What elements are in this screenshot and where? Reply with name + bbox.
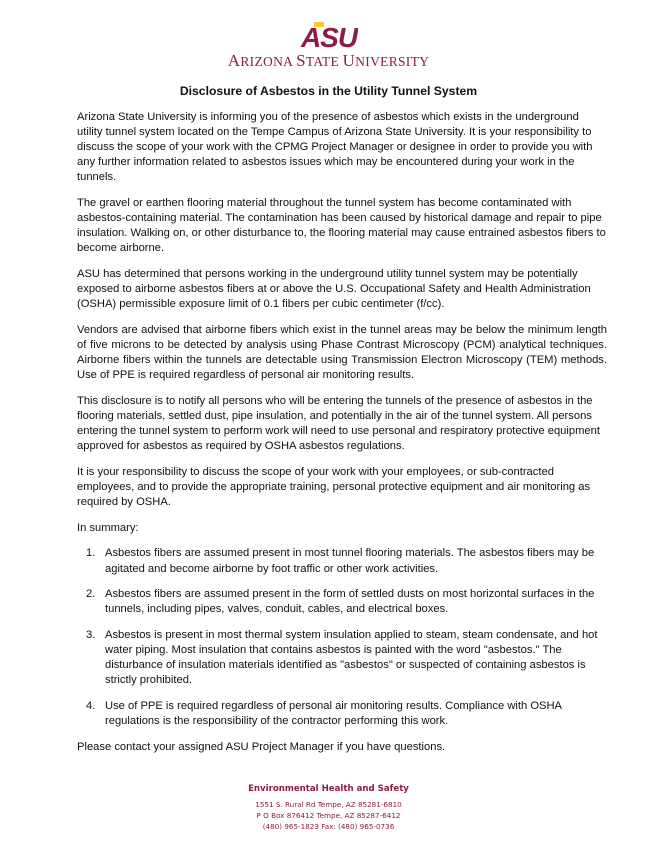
summary-intro: In summary: [77, 521, 139, 534]
phone-fax: (480) 965-1823 Fax: (480) 965-0736 [262, 822, 395, 831]
document-title: Disclosure of Asbestos in the Utility Tunnel System [179, 84, 478, 98]
list-item-text: Asbestos is present in most thermal system insulation applied to steam, steam condensate, and hot water piping. Most insulation that contains asbestos is painted with the word "asbestos." The disturbance of insulation materials identified as "asbestos" or suspected of containing asbestos is strictly prohibited. [105, 628, 598, 687]
university-wordmark: ARIZONA STATE UNIVERSITY [227, 51, 430, 70]
list-item-number: 1. [86, 547, 96, 560]
department-name: Environmental Health and Safety [248, 784, 409, 794]
svg-text:ASU: ASU [300, 22, 357, 50]
list-item [77, 699, 607, 729]
document-body [77, 110, 607, 765]
paragraph: ASU has determined that persons working in the underground utility tunnel system may be potentially exposed to airborne asbestos fibers at or above the U.S. Occupational Safety and Health Administration (OSHA) permissible exposure limit of 0.1 fibers per cubic centimeter (f/cc). [77, 268, 591, 311]
letterhead-footer [0, 784, 657, 832]
paragraph: This disclosure is to notify all persons who will be entering the tunnels of the presence of asbestos in the flooring materials, settled dust, pipe insulation, and potentially in the air of the tunnel system. All persons entering the tunnel system to perform work will need to use personal and respiratory protective equipment approved for asbestos as required by OSHA asbestos regulations. [77, 394, 600, 453]
list-item [77, 628, 607, 688]
paragraph: Vendors are advised that airborne fibers which exist in the tunnel areas may be below the minimum length of five microns to be detected by analysis using Phase Contrast Microscopy (PCM) analytical techniques. Airborne fibers within the tunnels are detectable using Transmission Electron Microscopy (TEM) methods. Use of PPE is required regardless of personal air monitoring results. [77, 323, 607, 382]
paragraph: It is your responsibility to discuss the scope of your work with your employees, or sub-contracted employees, and to provide the appropriate training, personal protective equipment and air monitoring as required by OSHA. [77, 465, 591, 509]
paragraph: Arizona State University is informing you of the presence of asbestos which exists in the underground utility tunnel system located on the Tempe Campus of Arizona State University. It is your responsibility to discuss the scope of your work with the CPMG Project Manager or designee in order to provide you with any further information related to asbestos issues which may be encountered during your work in the tunnels. [77, 111, 593, 184]
street-address: 1551 S. Rural Rd Tempe, AZ 85281-6810 [255, 800, 402, 809]
list-item-number: 4. [86, 699, 96, 712]
asu-logo-mark [300, 20, 358, 50]
po-box-address: P O Box 876412 Tempe, AZ 85287-6412 [256, 811, 401, 820]
list-item-text: Use of PPE is required regardless of personal air monitoring results. Compliance with OSHA regulations is the responsibility of the contractor performing this work. [105, 699, 562, 728]
closing-line: Please contact your assigned ASU Project Manager if you have questions. [77, 740, 446, 753]
list-item [77, 587, 607, 617]
summary-list [77, 546, 607, 729]
list-item [77, 546, 607, 576]
list-item-text: Asbestos fibers are assumed present in most tunnel flooring materials. The asbestos fibers may be agitated and become airborne by foot traffic or other work activities. [105, 547, 595, 575]
asu-logo [0, 20, 657, 71]
paragraph: The gravel or earthen flooring material throughout the tunnel system has become contaminated with asbestos-containing material. The contamination has been caused by historical damage and repair to pipe insulation. Walking on, or other disturbance to, the flooring material may cause entrained asbestos fibers to become airborne. [77, 197, 606, 255]
list-item-text: Asbestos fibers are assumed present in the form of settled dusts on most horizontal surfaces in the tunnels, including pipes, valves, conduit, cables, and electrical boxes. [105, 588, 595, 616]
list-item-number: 3. [86, 628, 96, 641]
list-item-number: 2. [86, 588, 96, 601]
